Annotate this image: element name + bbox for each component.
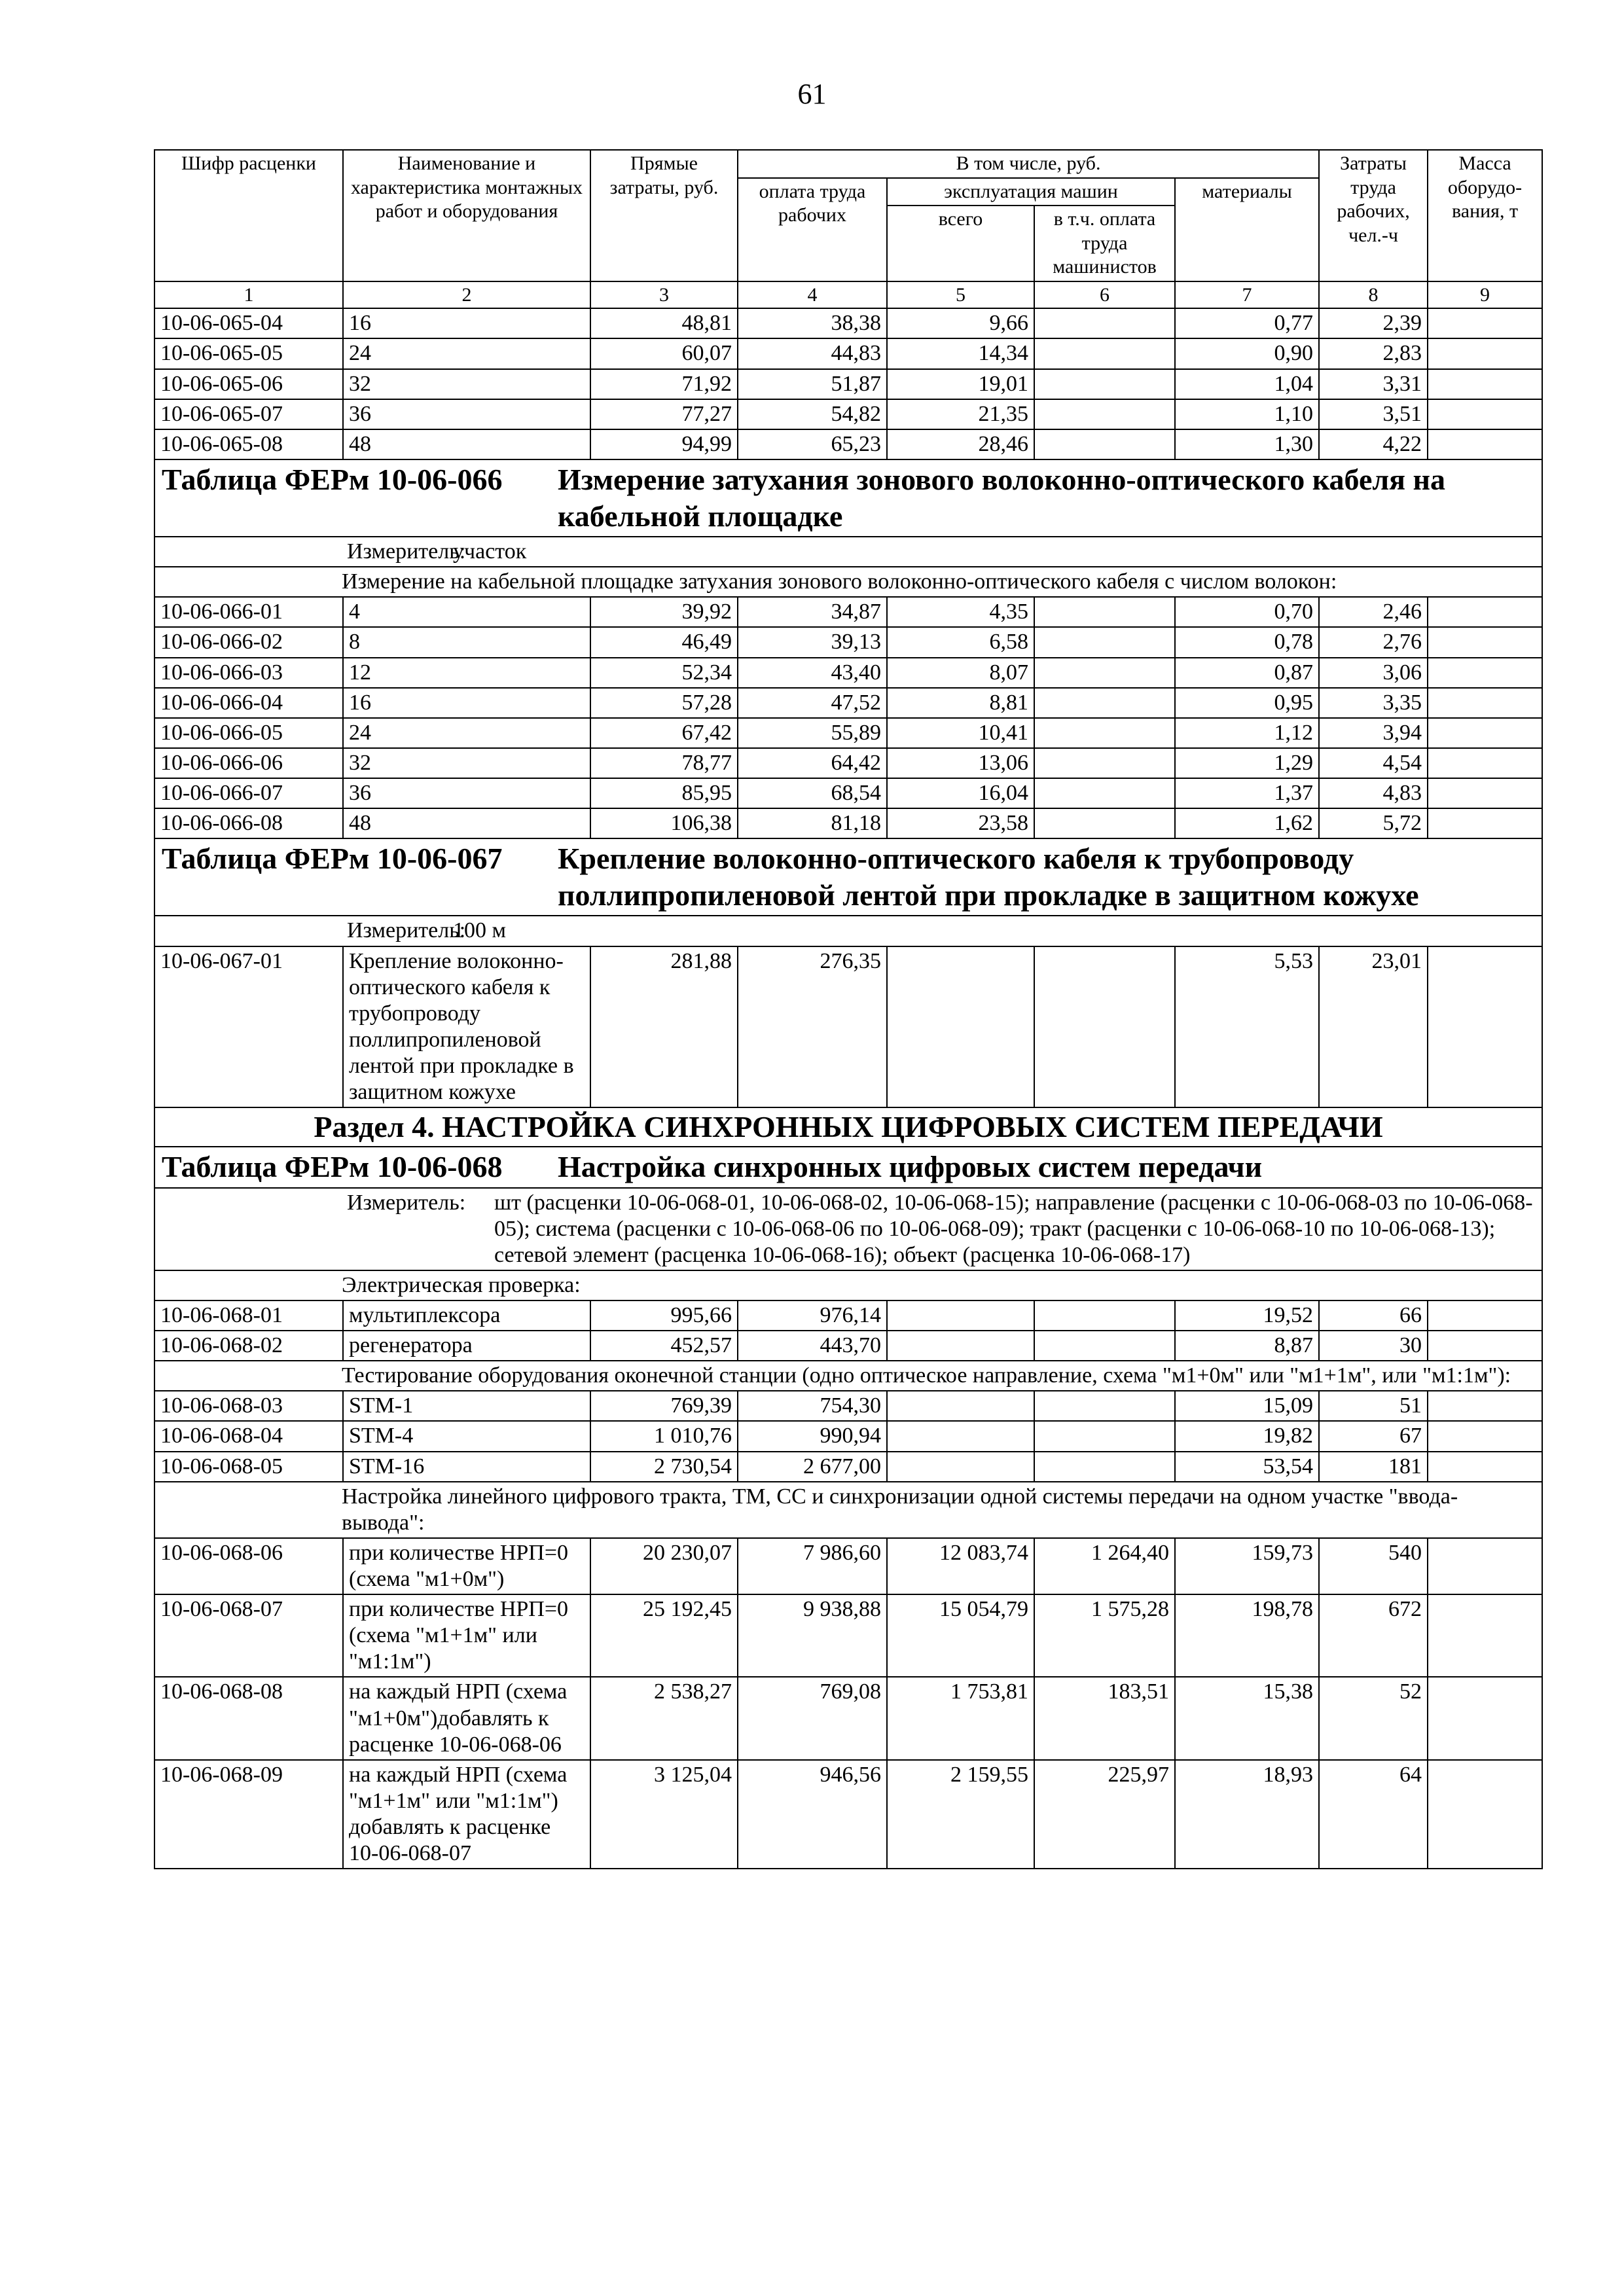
machinists-pay — [1034, 688, 1175, 718]
header-machinists-pay: в т.ч. оплата труда машинистов — [1034, 206, 1175, 281]
table-row — [154, 808, 1542, 838]
rate-code: 10-06-068-03 — [154, 1391, 343, 1421]
machinists-pay — [1034, 1452, 1175, 1482]
machinists-pay — [1034, 748, 1175, 778]
direct-costs: 46,49 — [590, 627, 738, 657]
labor-pay: 54,82 — [738, 399, 887, 429]
rate-code: 10-06-068-08 — [154, 1677, 343, 1759]
rate-code: 10-06-065-08 — [154, 429, 343, 459]
table-066-note: Измерение на кабельной площадке затухания зонового волоконно-оптического кабеля с числом волокон: — [154, 567, 1542, 597]
work-name: 16 — [343, 308, 590, 338]
column-number: 3 — [590, 281, 738, 308]
labor-hours: 3,94 — [1319, 718, 1428, 748]
labor-hours: 2,76 — [1319, 627, 1428, 657]
table-row — [154, 688, 1542, 718]
labor-pay: 65,23 — [738, 429, 887, 459]
labor-hours: 4,54 — [1319, 748, 1428, 778]
machine-costs: 14,34 — [887, 338, 1034, 368]
equipment-mass — [1428, 1594, 1542, 1677]
labor-hours: 3,31 — [1319, 369, 1428, 399]
machinists-pay — [1034, 429, 1175, 459]
machinists-pay — [1034, 718, 1175, 748]
machinists-pay — [1034, 658, 1175, 688]
equipment-mass — [1428, 429, 1542, 459]
direct-costs: 452,57 — [590, 1331, 738, 1361]
direct-costs: 94,99 — [590, 429, 738, 459]
direct-costs: 48,81 — [590, 308, 738, 338]
labor-hours: 3,51 — [1319, 399, 1428, 429]
measure-value: шт (расценки 10-06-068-01, 10-06-068-02, 10-06-068-15); направление (расценки с 10-06-068-03 по 10-06-068-05); система (расценки с 10-06-068-06 по 10-06-068-09); тракт (расценки с 10-06-068-10 по 10-06-068-13); сетевой элемент (расценка 10-06-068-16); объект (расценка 10-06-068-17) — [494, 1190, 1533, 1267]
rows-068-b — [154, 1391, 1542, 1481]
labor-hours: 2,83 — [1319, 338, 1428, 368]
column-number: 9 — [1428, 281, 1542, 308]
measure-value: 100 м — [453, 918, 507, 943]
materials-cost: 15,38 — [1175, 1677, 1319, 1759]
table-row — [154, 627, 1542, 657]
materials-cost: 0,87 — [1175, 658, 1319, 688]
machine-costs: 8,07 — [887, 658, 1034, 688]
labor-hours: 67 — [1319, 1421, 1428, 1451]
rows-065 — [154, 308, 1542, 459]
machinists-pay: 225,97 — [1034, 1760, 1175, 1869]
table-row — [154, 658, 1542, 688]
materials-cost: 1,04 — [1175, 369, 1319, 399]
column-number: 7 — [1175, 281, 1319, 308]
table-067-measure — [154, 916, 1542, 946]
work-name: на каждый НРП (схема "м1+1м" или "м1:1м") добавлять к расценке 10-06-068-07 — [343, 1760, 590, 1869]
table-row — [154, 399, 1542, 429]
equipment-mass — [1428, 1300, 1542, 1331]
machinists-pay — [1034, 399, 1175, 429]
rows-068-a — [154, 1300, 1542, 1361]
equipment-mass — [1428, 1421, 1542, 1451]
labor-pay: 68,54 — [738, 778, 887, 808]
work-name: регенератора — [343, 1331, 590, 1361]
direct-costs: 3 125,04 — [590, 1760, 738, 1869]
materials-cost: 0,78 — [1175, 627, 1319, 657]
table-066-name: Измерение затухания зонового волоконно-оптического кабеля на кабельной площадке — [558, 462, 1446, 533]
materials-cost: 5,53 — [1175, 946, 1319, 1108]
direct-costs: 57,28 — [590, 688, 738, 718]
labor-hours: 4,83 — [1319, 778, 1428, 808]
table-068-label: Таблица ФЕРм 10-06-068 — [162, 1150, 503, 1184]
equipment-mass — [1428, 748, 1542, 778]
equipment-mass — [1428, 399, 1542, 429]
machine-costs: 9,66 — [887, 308, 1034, 338]
table-068-name: Настройка синхронных цифровых систем передачи — [558, 1150, 1263, 1184]
work-name: 16 — [343, 688, 590, 718]
direct-costs: 67,42 — [590, 718, 738, 748]
work-name: STM-16 — [343, 1452, 590, 1482]
table-row — [154, 1452, 1542, 1482]
labor-pay: 44,83 — [738, 338, 887, 368]
table-row — [154, 718, 1542, 748]
equipment-mass — [1428, 658, 1542, 688]
direct-costs: 2 730,54 — [590, 1452, 738, 1482]
rows-068-c — [154, 1538, 1542, 1869]
work-name: Крепление волоконно-оптического кабеля к трубопроводу поллипропиленовой лентой при прокладке в защитном кожухе — [343, 946, 590, 1108]
materials-cost: 0,95 — [1175, 688, 1319, 718]
machinists-pay — [1034, 597, 1175, 627]
labor-hours: 51 — [1319, 1391, 1428, 1421]
table-066-title — [154, 459, 1542, 537]
work-name: 32 — [343, 748, 590, 778]
table-066-label: Таблица ФЕРм 10-06-066 — [162, 462, 503, 496]
measure-value: участок — [453, 539, 527, 564]
machine-costs: 21,35 — [887, 399, 1034, 429]
labor-pay: 81,18 — [738, 808, 887, 838]
machinists-pay — [1034, 338, 1175, 368]
labor-hours: 52 — [1319, 1677, 1428, 1759]
equipment-mass — [1428, 369, 1542, 399]
table-row — [154, 597, 1542, 627]
rate-code: 10-06-068-02 — [154, 1331, 343, 1361]
work-name: 4 — [343, 597, 590, 627]
rate-code: 10-06-068-01 — [154, 1300, 343, 1331]
labor-hours: 2,39 — [1319, 308, 1428, 338]
measure-label: Измеритель: — [347, 918, 466, 943]
materials-cost: 15,09 — [1175, 1391, 1319, 1421]
table-row — [154, 1538, 1542, 1594]
materials-cost: 1,62 — [1175, 808, 1319, 838]
labor-pay: 39,13 — [738, 627, 887, 657]
table-068-title — [154, 1147, 1542, 1187]
machine-costs: 10,41 — [887, 718, 1034, 748]
rate-code: 10-06-065-05 — [154, 338, 343, 368]
table-row — [154, 1760, 1542, 1869]
machine-costs: 12 083,74 — [887, 1538, 1034, 1594]
machine-costs — [887, 946, 1034, 1108]
equipment-mass — [1428, 308, 1542, 338]
machinists-pay: 1 264,40 — [1034, 1538, 1175, 1594]
work-name: 32 — [343, 369, 590, 399]
machinists-pay — [1034, 808, 1175, 838]
rate-code: 10-06-068-07 — [154, 1594, 343, 1677]
table-068-measure — [154, 1188, 1542, 1270]
direct-costs: 78,77 — [590, 748, 738, 778]
labor-hours: 2,46 — [1319, 597, 1428, 627]
table-067-label: Таблица ФЕРм 10-06-067 — [162, 842, 503, 876]
header-labor-pay: оплата труда рабочих — [738, 178, 887, 281]
machine-costs: 1 753,81 — [887, 1677, 1034, 1759]
table-row — [154, 1331, 1542, 1361]
direct-costs: 85,95 — [590, 778, 738, 808]
labor-pay: 754,30 — [738, 1391, 887, 1421]
equipment-mass — [1428, 718, 1542, 748]
rate-code: 10-06-066-02 — [154, 627, 343, 657]
header-mass: Масса оборудо-вания, т — [1428, 150, 1542, 281]
materials-cost: 1,37 — [1175, 778, 1319, 808]
labor-pay: 38,38 — [738, 308, 887, 338]
column-number: 5 — [887, 281, 1034, 308]
rate-code: 10-06-066-06 — [154, 748, 343, 778]
table-067-title — [154, 838, 1542, 916]
labor-hours: 66 — [1319, 1300, 1428, 1331]
work-name: 48 — [343, 429, 590, 459]
direct-costs: 281,88 — [590, 946, 738, 1108]
table-067-name: Крепление волоконно-оптического кабеля к трубопроводу поллипропиленовой лентой при прокладке в защитном кожухе — [558, 842, 1419, 912]
rate-code: 10-06-068-06 — [154, 1538, 343, 1594]
header-labor-cost: Затраты труда рабочих, чел.-ч — [1319, 150, 1428, 281]
column-number: 1 — [154, 281, 343, 308]
rate-code: 10-06-066-04 — [154, 688, 343, 718]
machinists-pay — [1034, 778, 1175, 808]
rows-067 — [154, 946, 1542, 1108]
labor-pay: 443,70 — [738, 1331, 887, 1361]
rows-066 — [154, 597, 1542, 838]
labor-hours: 30 — [1319, 1331, 1428, 1361]
labor-pay: 276,35 — [738, 946, 887, 1108]
materials-cost: 1,10 — [1175, 399, 1319, 429]
table-row — [154, 748, 1542, 778]
equipment-mass — [1428, 338, 1542, 368]
labor-hours: 181 — [1319, 1452, 1428, 1482]
machinists-pay — [1034, 1421, 1175, 1451]
labor-hours: 3,35 — [1319, 688, 1428, 718]
table-row — [154, 429, 1542, 459]
materials-cost: 18,93 — [1175, 1760, 1319, 1869]
machine-costs — [887, 1331, 1034, 1361]
direct-costs: 39,92 — [590, 597, 738, 627]
table-066-measure — [154, 537, 1542, 567]
labor-pay: 7 986,60 — [738, 1538, 887, 1594]
rate-code: 10-06-065-07 — [154, 399, 343, 429]
table-row — [154, 1594, 1542, 1677]
rate-code: 10-06-066-07 — [154, 778, 343, 808]
materials-cost: 8,87 — [1175, 1331, 1319, 1361]
machine-costs — [887, 1421, 1034, 1451]
section-4-title: Раздел 4. НАСТРОЙКА СИНХРОННЫХ ЦИФРОВЫХ СИСТЕМ ПЕРЕДАЧИ — [154, 1107, 1542, 1147]
machine-costs: 13,06 — [887, 748, 1034, 778]
labor-pay: 64,42 — [738, 748, 887, 778]
labor-pay: 34,87 — [738, 597, 887, 627]
machinists-pay — [1034, 1300, 1175, 1331]
labor-hours: 540 — [1319, 1538, 1428, 1594]
machinists-pay — [1034, 1331, 1175, 1361]
rate-code: 10-06-068-09 — [154, 1760, 343, 1869]
labor-hours: 672 — [1319, 1594, 1428, 1677]
rate-code: 10-06-066-05 — [154, 718, 343, 748]
direct-costs: 20 230,07 — [590, 1538, 738, 1594]
equipment-mass — [1428, 1452, 1542, 1482]
labor-pay: 43,40 — [738, 658, 887, 688]
work-name: 12 — [343, 658, 590, 688]
machinists-pay: 183,51 — [1034, 1677, 1175, 1759]
header-machines-total: всего — [887, 206, 1034, 281]
machine-costs — [887, 1300, 1034, 1331]
direct-costs: 52,34 — [590, 658, 738, 688]
labor-hours: 5,72 — [1319, 808, 1428, 838]
machine-costs — [887, 1452, 1034, 1482]
labor-pay: 9 938,88 — [738, 1594, 887, 1677]
column-number: 6 — [1034, 281, 1175, 308]
materials-cost: 19,82 — [1175, 1421, 1319, 1451]
machine-costs: 16,04 — [887, 778, 1034, 808]
table-row — [154, 778, 1542, 808]
work-name: STM-4 — [343, 1421, 590, 1451]
table-068-note-testing: Тестирование оборудования оконечной станции (одно оптическое направление, схема "м1+0м" или "м1+1м", или "м1:1м"): — [154, 1361, 1542, 1391]
materials-cost: 1,29 — [1175, 748, 1319, 778]
rate-code: 10-06-066-03 — [154, 658, 343, 688]
materials-cost: 198,78 — [1175, 1594, 1319, 1677]
machinists-pay — [1034, 1391, 1175, 1421]
direct-costs: 995,66 — [590, 1300, 738, 1331]
header-code: Шифр расценки — [154, 150, 343, 281]
column-number: 8 — [1319, 281, 1428, 308]
column-number: 4 — [738, 281, 887, 308]
header-direct: Прямые затраты, руб. — [590, 150, 738, 281]
rate-code: 10-06-068-05 — [154, 1452, 343, 1482]
machinists-pay — [1034, 627, 1175, 657]
rate-code: 10-06-067-01 — [154, 946, 343, 1108]
equipment-mass — [1428, 778, 1542, 808]
work-name: 8 — [343, 627, 590, 657]
table-row — [154, 1391, 1542, 1421]
materials-cost: 0,70 — [1175, 597, 1319, 627]
equipment-mass — [1428, 1331, 1542, 1361]
rates-table — [154, 149, 1543, 1869]
equipment-mass — [1428, 946, 1542, 1108]
machine-costs: 28,46 — [887, 429, 1034, 459]
direct-costs: 71,92 — [590, 369, 738, 399]
direct-costs: 2 538,27 — [590, 1677, 738, 1759]
machinists-pay — [1034, 369, 1175, 399]
table-row — [154, 946, 1542, 1108]
labor-hours: 64 — [1319, 1760, 1428, 1869]
materials-cost: 19,52 — [1175, 1300, 1319, 1331]
table-row — [154, 308, 1542, 338]
equipment-mass — [1428, 627, 1542, 657]
work-name: на каждый НРП (схема "м1+0м")добавлять к расценке 10-06-068-06 — [343, 1677, 590, 1759]
machinists-pay — [1034, 308, 1175, 338]
materials-cost: 0,90 — [1175, 338, 1319, 368]
machine-costs: 8,81 — [887, 688, 1034, 718]
rate-code: 10-06-065-04 — [154, 308, 343, 338]
measure-label: Измеритель: — [347, 539, 466, 564]
direct-costs: 60,07 — [590, 338, 738, 368]
labor-pay: 976,14 — [738, 1300, 887, 1331]
rate-code: 10-06-066-08 — [154, 808, 343, 838]
equipment-mass — [1428, 1538, 1542, 1594]
page-number: 61 — [797, 78, 827, 110]
direct-costs: 25 192,45 — [590, 1594, 738, 1677]
machinists-pay: 1 575,28 — [1034, 1594, 1175, 1677]
work-name: 36 — [343, 778, 590, 808]
equipment-mass — [1428, 808, 1542, 838]
labor-pay: 47,52 — [738, 688, 887, 718]
machine-costs: 15 054,79 — [887, 1594, 1034, 1677]
table-row — [154, 369, 1542, 399]
machinists-pay — [1034, 946, 1175, 1108]
equipment-mass — [1428, 1760, 1542, 1869]
rate-code: 10-06-068-04 — [154, 1421, 343, 1451]
rate-code: 10-06-066-01 — [154, 597, 343, 627]
table-068-note-electric: Электрическая проверка: — [154, 1270, 1542, 1300]
direct-costs: 106,38 — [590, 808, 738, 838]
materials-cost: 159,73 — [1175, 1538, 1319, 1594]
labor-hours: 4,22 — [1319, 429, 1428, 459]
header-materials: материалы — [1175, 178, 1319, 281]
work-name: 48 — [343, 808, 590, 838]
materials-cost: 1,30 — [1175, 429, 1319, 459]
materials-cost: 53,54 — [1175, 1452, 1319, 1482]
table-row — [154, 1677, 1542, 1759]
labor-hours: 3,06 — [1319, 658, 1428, 688]
column-number: 2 — [343, 281, 590, 308]
labor-pay: 51,87 — [738, 369, 887, 399]
rate-code: 10-06-065-06 — [154, 369, 343, 399]
machine-costs: 23,58 — [887, 808, 1034, 838]
direct-costs: 1 010,76 — [590, 1421, 738, 1451]
work-name: STM-1 — [343, 1391, 590, 1421]
work-name: 24 — [343, 338, 590, 368]
work-name: при количестве НРП=0 (схема "м1+1м" или "м1:1м") — [343, 1594, 590, 1677]
materials-cost: 1,12 — [1175, 718, 1319, 748]
equipment-mass — [1428, 1391, 1542, 1421]
measure-label: Измеритель: — [347, 1190, 466, 1215]
machine-costs: 4,35 — [887, 597, 1034, 627]
direct-costs: 769,39 — [590, 1391, 738, 1421]
work-name: при количестве НРП=0 (схема "м1+0м") — [343, 1538, 590, 1594]
work-name: 36 — [343, 399, 590, 429]
labor-pay: 946,56 — [738, 1760, 887, 1869]
labor-hours: 23,01 — [1319, 946, 1428, 1108]
table-row — [154, 1421, 1542, 1451]
equipment-mass — [1428, 597, 1542, 627]
labor-pay: 769,08 — [738, 1677, 887, 1759]
table-row — [154, 338, 1542, 368]
table-068-note-setup: Настройка линейного цифрового тракта, ТМ, СС и синхронизации одной системы передачи на одном участке "ввода-вывода": — [154, 1482, 1542, 1538]
equipment-mass — [1428, 688, 1542, 718]
machine-costs: 2 159,55 — [887, 1760, 1034, 1869]
table-row — [154, 1300, 1542, 1331]
work-name: 24 — [343, 718, 590, 748]
labor-pay: 2 677,00 — [738, 1452, 887, 1482]
header-incl: В том числе, руб. — [738, 150, 1319, 178]
labor-pay: 55,89 — [738, 718, 887, 748]
header-machines: эксплуатация машин — [887, 178, 1175, 206]
machine-costs — [887, 1391, 1034, 1421]
labor-pay: 990,94 — [738, 1421, 887, 1451]
header-name: Наименование и характеристика монтажных работ и оборудования — [343, 150, 590, 281]
work-name: мультиплексора — [343, 1300, 590, 1331]
machine-costs: 19,01 — [887, 369, 1034, 399]
materials-cost: 0,77 — [1175, 308, 1319, 338]
machine-costs: 6,58 — [887, 627, 1034, 657]
equipment-mass — [1428, 1677, 1542, 1759]
direct-costs: 77,27 — [590, 399, 738, 429]
